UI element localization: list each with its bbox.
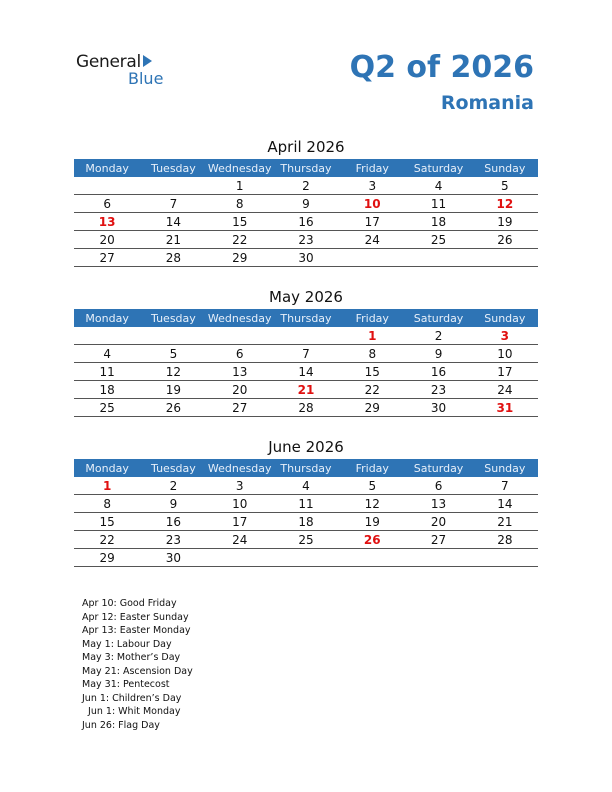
day-cell: 14 xyxy=(472,495,538,513)
day-cell: 28 xyxy=(140,249,206,267)
weekday-label: Saturday xyxy=(405,309,471,327)
day-cell: 26 xyxy=(339,531,405,549)
holiday-note: May 3: Mother’s Day xyxy=(82,652,181,663)
day-cell: 28 xyxy=(273,399,339,417)
week-row xyxy=(74,327,538,345)
month-title: June 2026 xyxy=(268,438,344,456)
empty-day-cell xyxy=(273,549,339,567)
generalblue-logo xyxy=(76,52,176,88)
week-row xyxy=(74,249,538,267)
day-cell: 12 xyxy=(140,363,206,381)
week-row xyxy=(74,231,538,249)
weekday-label: Tuesday xyxy=(140,459,206,477)
day-cell: 4 xyxy=(405,177,471,195)
day-cell: 21 xyxy=(140,231,206,249)
day-cell: 8 xyxy=(74,495,140,513)
day-cell: 17 xyxy=(207,513,273,531)
day-cell: 25 xyxy=(273,531,339,549)
week-row xyxy=(74,549,538,567)
day-cell: 13 xyxy=(74,213,140,231)
day-cell: 17 xyxy=(472,363,538,381)
day-cell: 7 xyxy=(273,345,339,363)
month-june xyxy=(74,437,538,567)
day-cell: 21 xyxy=(273,381,339,399)
day-cell: 9 xyxy=(273,195,339,213)
weekday-label: Tuesday xyxy=(140,309,206,327)
day-cell: 30 xyxy=(140,549,206,567)
weekday-header-row xyxy=(74,459,538,477)
day-cell: 4 xyxy=(74,345,140,363)
empty-day-cell xyxy=(339,249,405,267)
empty-day-cell xyxy=(207,549,273,567)
calendar-table xyxy=(74,459,538,567)
day-cell: 20 xyxy=(405,513,471,531)
weekday-label: Monday xyxy=(74,309,140,327)
day-cell: 18 xyxy=(273,513,339,531)
day-cell: 22 xyxy=(207,231,273,249)
empty-day-cell xyxy=(405,249,471,267)
week-row xyxy=(74,477,538,495)
day-cell: 12 xyxy=(339,495,405,513)
day-cell: 9 xyxy=(405,345,471,363)
week-row xyxy=(74,531,538,549)
weekday-label: Wednesday xyxy=(207,309,273,327)
day-cell: 24 xyxy=(207,531,273,549)
holiday-note: May 31: Pentecost xyxy=(82,679,170,690)
day-cell: 13 xyxy=(207,363,273,381)
day-cell: 11 xyxy=(74,363,140,381)
weekday-label: Saturday xyxy=(405,159,471,177)
day-cell: 2 xyxy=(405,327,471,345)
day-cell: 28 xyxy=(472,531,538,549)
day-cell: 5 xyxy=(339,477,405,495)
week-row xyxy=(74,345,538,363)
weekday-label: Sunday xyxy=(472,159,538,177)
month-title: May 2026 xyxy=(269,288,343,306)
week-row xyxy=(74,513,538,531)
weekday-header-row xyxy=(74,159,538,177)
holiday-note: May 1: Labour Day xyxy=(82,638,172,650)
day-cell: 21 xyxy=(472,513,538,531)
weekday-header-row xyxy=(74,309,538,327)
day-cell: 5 xyxy=(472,177,538,195)
holiday-note: Jun 1: Children’s Day xyxy=(82,692,182,704)
day-cell: 11 xyxy=(273,495,339,513)
calendar-table xyxy=(74,159,538,267)
weekday-label: Saturday xyxy=(405,459,471,477)
weekday-label: Wednesday xyxy=(207,459,273,477)
day-cell: 23 xyxy=(140,531,206,549)
week-row xyxy=(74,399,538,417)
day-cell: 18 xyxy=(74,381,140,399)
day-cell: 19 xyxy=(140,381,206,399)
weekday-label: Friday xyxy=(339,309,405,327)
empty-day-cell xyxy=(74,177,140,195)
holiday-note: Jun 1: Whit Monday xyxy=(82,706,181,717)
day-cell: 23 xyxy=(405,381,471,399)
weekday-label: Monday xyxy=(74,159,140,177)
day-cell: 29 xyxy=(207,249,273,267)
month-title: April 2026 xyxy=(267,138,345,156)
day-cell: 31 xyxy=(472,399,538,417)
empty-day-cell xyxy=(74,327,140,345)
day-cell: 15 xyxy=(74,513,140,531)
weekday-label: Tuesday xyxy=(140,159,206,177)
day-cell: 29 xyxy=(339,399,405,417)
day-cell: 4 xyxy=(273,477,339,495)
day-cell: 3 xyxy=(339,177,405,195)
month-april xyxy=(74,137,538,267)
day-cell: 11 xyxy=(405,195,471,213)
day-cell: 15 xyxy=(207,213,273,231)
day-cell: 6 xyxy=(405,477,471,495)
day-cell: 7 xyxy=(472,477,538,495)
day-cell: 30 xyxy=(273,249,339,267)
country-name: Romania xyxy=(440,92,534,114)
weekday-label: Sunday xyxy=(472,459,538,477)
weekday-label: Thursday xyxy=(273,159,339,177)
empty-day-cell xyxy=(405,549,471,567)
day-cell: 23 xyxy=(273,231,339,249)
day-cell: 25 xyxy=(405,231,471,249)
day-cell: 6 xyxy=(74,195,140,213)
day-cell: 22 xyxy=(339,381,405,399)
day-cell: 26 xyxy=(472,231,538,249)
holiday-note: May 21: Ascension Day xyxy=(82,665,193,677)
day-cell: 3 xyxy=(207,477,273,495)
empty-day-cell xyxy=(140,327,206,345)
day-cell: 14 xyxy=(140,213,206,231)
month-may xyxy=(74,287,538,417)
day-cell: 13 xyxy=(405,495,471,513)
day-cell: 1 xyxy=(74,477,140,495)
day-cell: 10 xyxy=(339,195,405,213)
weekday-label: Friday xyxy=(339,459,405,477)
day-cell: 24 xyxy=(472,381,538,399)
day-cell: 8 xyxy=(339,345,405,363)
day-cell: 30 xyxy=(405,399,471,417)
logo-word-blue: Blue xyxy=(128,69,164,88)
day-cell: 29 xyxy=(74,549,140,567)
weekday-label: Thursday xyxy=(273,309,339,327)
day-cell: 2 xyxy=(273,177,339,195)
calendar-table xyxy=(74,309,538,417)
day-cell: 14 xyxy=(273,363,339,381)
empty-day-cell xyxy=(472,249,538,267)
day-cell: 27 xyxy=(207,399,273,417)
holiday-note: Jun 26: Flag Day xyxy=(82,719,160,731)
day-cell: 9 xyxy=(140,495,206,513)
day-cell: 22 xyxy=(74,531,140,549)
week-row xyxy=(74,213,538,231)
weekday-label: Sunday xyxy=(472,309,538,327)
weekday-label: Friday xyxy=(339,159,405,177)
day-cell: 18 xyxy=(405,213,471,231)
logo-flag-icon xyxy=(143,55,152,67)
week-row xyxy=(74,495,538,513)
day-cell: 19 xyxy=(472,213,538,231)
day-cell: 6 xyxy=(207,345,273,363)
holiday-note: Apr 12: Easter Sunday xyxy=(82,611,189,623)
day-cell: 1 xyxy=(339,327,405,345)
empty-day-cell xyxy=(472,549,538,567)
day-cell: 15 xyxy=(339,363,405,381)
day-cell: 12 xyxy=(472,195,538,213)
day-cell: 17 xyxy=(339,213,405,231)
day-cell: 20 xyxy=(207,381,273,399)
weekday-label: Wednesday xyxy=(207,159,273,177)
holiday-note: Apr 13: Easter Monday xyxy=(82,625,191,636)
day-cell: 1 xyxy=(207,177,273,195)
week-row xyxy=(74,381,538,399)
logo-word-general: General xyxy=(76,52,141,72)
day-cell: 27 xyxy=(74,249,140,267)
empty-day-cell xyxy=(339,549,405,567)
day-cell: 5 xyxy=(140,345,206,363)
quarter-title: Q2 of 2026 xyxy=(349,50,534,85)
day-cell: 10 xyxy=(472,345,538,363)
day-cell: 20 xyxy=(74,231,140,249)
weekday-label: Thursday xyxy=(273,459,339,477)
day-cell: 26 xyxy=(140,399,206,417)
holiday-note: Apr 10: Good Friday xyxy=(82,598,177,609)
day-cell: 10 xyxy=(207,495,273,513)
week-row xyxy=(74,195,538,213)
day-cell: 25 xyxy=(74,399,140,417)
empty-day-cell xyxy=(207,327,273,345)
day-cell: 16 xyxy=(140,513,206,531)
day-cell: 3 xyxy=(472,327,538,345)
week-row xyxy=(74,177,538,195)
week-row xyxy=(74,363,538,381)
day-cell: 16 xyxy=(273,213,339,231)
empty-day-cell xyxy=(140,177,206,195)
day-cell: 27 xyxy=(405,531,471,549)
day-cell: 16 xyxy=(405,363,471,381)
empty-day-cell xyxy=(273,327,339,345)
day-cell: 19 xyxy=(339,513,405,531)
weekday-label: Monday xyxy=(74,459,140,477)
day-cell: 7 xyxy=(140,195,206,213)
day-cell: 2 xyxy=(140,477,206,495)
day-cell: 24 xyxy=(339,231,405,249)
holiday-list xyxy=(82,597,193,732)
day-cell: 8 xyxy=(207,195,273,213)
